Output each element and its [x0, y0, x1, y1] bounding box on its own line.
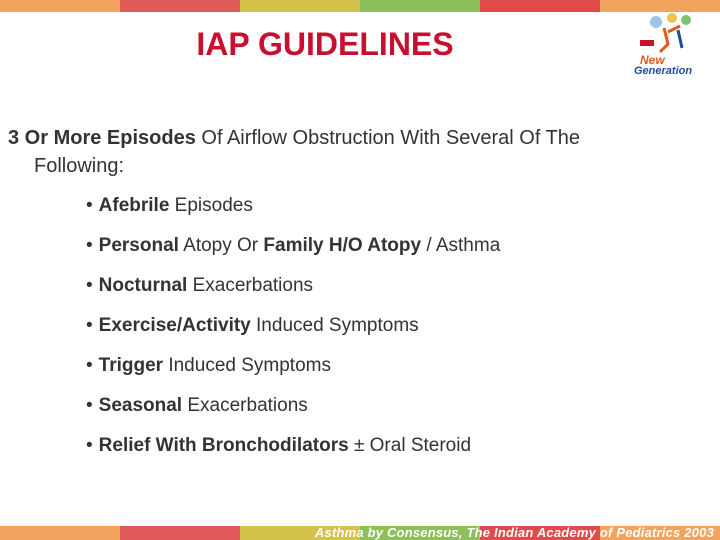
bullet-icon: •	[86, 315, 93, 336]
criteria-bold-text: Nocturnal	[98, 275, 188, 296]
criteria-text: Exacerbations	[187, 275, 314, 296]
criteria-text: Exacerbations	[182, 395, 308, 416]
bar-segment	[240, 0, 360, 12]
criteria-bold-text: Exercise/Activity	[98, 315, 251, 336]
bar-segment	[120, 0, 240, 12]
slide-body	[8, 124, 688, 474]
criteria-bold-text: Relief With Bronchodilators	[98, 435, 349, 456]
logo-generation: Generation	[634, 65, 693, 77]
children-figures-icon	[634, 10, 714, 54]
intro-bold: 3 Or More Episodes	[8, 127, 196, 149]
new-generation-logo	[634, 10, 714, 76]
criteria-text: ± Oral Steroid	[348, 435, 472, 456]
criteria-text: Induced Symptoms	[163, 355, 331, 376]
criteria-bold-text: Seasonal	[98, 395, 183, 416]
bullet-icon: •	[86, 355, 93, 376]
criteria-bold-text: Trigger	[98, 355, 164, 376]
criteria-item	[86, 194, 688, 234]
criteria-item	[86, 354, 688, 394]
criteria-text: Atopy Or	[178, 235, 264, 256]
criteria-text: Episodes	[169, 195, 253, 216]
logo-text	[634, 54, 692, 77]
criteria-bold-text: Personal	[98, 235, 179, 256]
bullet-icon: •	[86, 435, 93, 456]
criteria-item	[86, 234, 688, 274]
criteria-text: / Asthma	[421, 235, 501, 256]
criteria-list	[86, 194, 688, 474]
logo-new: New	[640, 53, 665, 67]
criteria-item	[86, 434, 688, 474]
bar-segment	[480, 0, 600, 12]
criteria-text: Induced Symptoms	[250, 315, 419, 336]
bullet-icon: •	[86, 275, 93, 296]
criteria-item	[86, 314, 688, 354]
bullet-icon: •	[86, 235, 93, 256]
criteria-item	[86, 394, 688, 434]
bar-segment	[0, 526, 120, 540]
citation-footer: Asthma by Consensus, The Indian Academy of Pediatrics 2003	[314, 525, 714, 540]
criteria-item	[86, 274, 688, 314]
intro-rest: Of Airflow Obstruction With Several Of The	[195, 127, 581, 149]
criteria-bold-text: Afebrile	[98, 195, 170, 216]
intro-continuation: Following:	[34, 155, 125, 177]
bar-segment	[360, 0, 480, 12]
bar-segment	[120, 526, 240, 540]
slide-title: IAP GUIDELINES	[196, 26, 454, 62]
bullet-icon: •	[86, 395, 93, 416]
intro-paragraph	[8, 124, 688, 180]
bar-segment	[0, 0, 120, 12]
criteria-bold-text: Family H/O Atopy	[263, 235, 422, 256]
bullet-icon: •	[86, 195, 93, 216]
top-color-bar	[0, 0, 720, 12]
